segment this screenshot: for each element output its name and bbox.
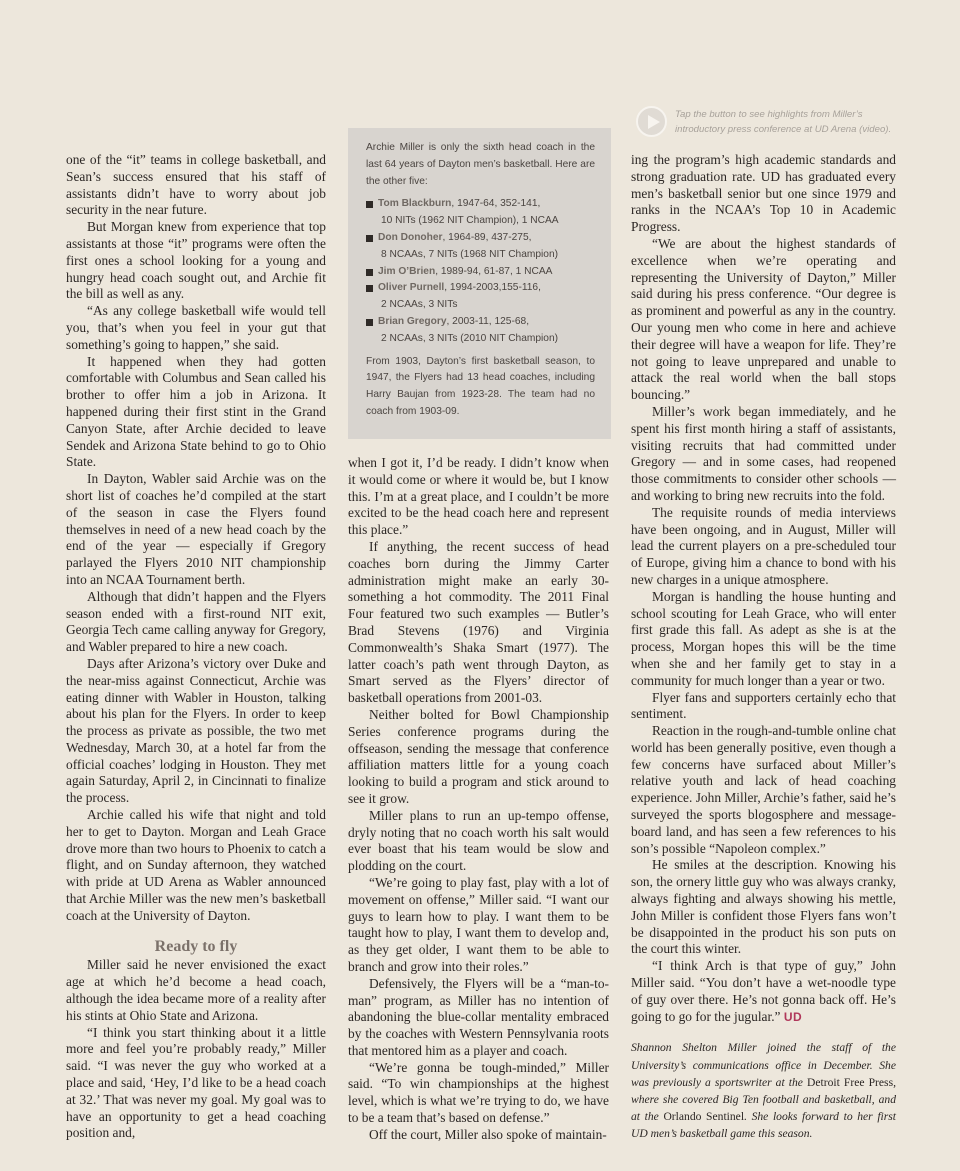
article-column-1 (66, 152, 326, 1142)
coach-record-detail: 2 NCAAs, 3 NITs (2010 NIT Champion) (381, 332, 559, 344)
paragraph: when I got it, I’d be ready. I didn’t know when it would come or where it would be, but I know this. I’m at a great place, and I couldn’t be more excited to be the head coach here and represent this place.” (348, 455, 609, 538)
paragraph: Flyer fans and supporters certainly echo that sentiment. (631, 689, 896, 722)
paragraph: He smiles at the description. Knowing his son, the ornery little guy who was always cranky, always fighting and always showing his mettle, John Miller is confident those Flyers fans won’t be disappointed in the product his son puts on the court this winter. (631, 857, 896, 957)
square-bullet-icon (366, 319, 373, 326)
square-bullet-icon (366, 269, 373, 276)
paragraph: “We are about the highest standards of excellence when we’re operating and representing the University of Dayton,” Miller said during his press conference. “Our degree is as prominent and powerful as any in the country. Our young men who come in here and achieve their degree will have a weapon for life. They’re not going to leave unprepared and unable to attack the real world when the ball stops bouncing.” (631, 235, 896, 403)
paragraph: “As any college basketball wife would tell you, that’s when you feel in your gut that something’s going to happen,” she said. (66, 303, 326, 352)
paragraph: Reaction in the rough-and-tumble online chat world has been generally positive, even though a few concerns have surfaced about Miller’s relative youth and lack of head coaching experience. John Miller, Archie’s father, said he’s surveyed the sports blogosphere and message-board land, and has seen a few references to his son’s possible “Napoleon complex.” (631, 723, 896, 856)
list-item (366, 230, 595, 264)
square-bullet-icon (366, 235, 373, 242)
author-bio (631, 1039, 896, 1142)
bio-text: Shannon Shelton Miller joined the staff of the University’s communications office in December. She was previously a sportswriter at the (631, 1041, 896, 1089)
paragraph: “I think you start thinking about it a little more and feel you’re probably ready,” Miller said. “I was never the guy who worked at a place and said, ‘Hey, I’d like to be a head coach at 32.’ That was never my goal. My goal was to have an opportunity to get a head coaching position and, (66, 1024, 326, 1141)
square-bullet-icon (366, 285, 373, 292)
bio-publication: Orlando Sentinel (663, 1110, 745, 1124)
list-item (366, 196, 595, 230)
list-item (366, 280, 595, 314)
sidebar-intro: Archie Miller is only the sixth head coach in the last 64 years of Dayton men’s basketball. Here are the other five: (366, 142, 595, 187)
paragraph: Archie called his wife that night and told her to get to Dayton. Morgan and Leah Grace drove more than two hours to Phoenix to catch a flight, and on Sunday afternoon, they watched with pride at UD Arena as Wabler announced that Archie Miller was the new men’s basketball coach at the University of Dayton. (66, 807, 326, 923)
paragraph: Morgan is handling the house hunting and school scouting for Leah Grace, who will enter first grade this fall. As adept as she is at the process, Morgan hopes this will be the time when she and her family get to stay in a community for much longer than a year or two. (631, 588, 896, 688)
list-item (366, 264, 595, 281)
paragraph: But Morgan knew from experience that top assistants at those “it” programs were often the first ones a school looking for a young and hungry head coach sought out, and Archie fit the bill as well as any. (66, 219, 326, 302)
paragraph: Neither bolted for Bowl Championship Series conference programs during the offseason, sending the message that conference affiliation matters little for a young coach looking to build a program and stick around to see it grow. (348, 706, 609, 806)
paragraph: ing the program’s high academic standards and strong graduation rate. UD has graduated every men’s basketball senior but one since 1979 and ranks in the NCAA’s Top 10 in Academic Progress. (631, 152, 896, 235)
coach-record-detail: 8 NCAAs, 7 NITs (1968 NIT Champion) (381, 248, 559, 260)
paragraph: “We’re gonna be tough-minded,” Miller said. “To win championships at the highest level, which is what we’re trying to do, we have to be a team that’s based on defense.” (348, 1059, 609, 1126)
sidebar-outro: From 1903, Dayton’s first basketball season, to 1947, the Flyers had 13 head coaches, including Harry Baujan from 1923-28. The team had no coach from 1903-09. (366, 355, 595, 417)
coaches-sidebar (348, 128, 611, 439)
bio-text: . She looks forward to her first UD men’s basketball game this season. (631, 1110, 897, 1141)
paragraph: The requisite rounds of media interviews have been ongoing, and in August, Miller will lead the current players on a pre-scheduled tour of Europe, giving him a chance to bond with his new charges in a unique atmosphere. (631, 504, 896, 587)
section-subhead: Ready to fly (154, 937, 238, 955)
video-caption: Tap the button to see highlights from Miller’s introductory press conference at UD Arena (video). (675, 109, 892, 135)
coach-record: , 1989-94, 61-87, 1 NCAA (435, 265, 553, 277)
paragraph: Off the court, Miller also spoke of maintain- (369, 1126, 607, 1142)
coach-record: , 1947-64, 352-141, (451, 198, 541, 210)
coach-record: , 2003-11, 125-68, (446, 315, 530, 327)
coach-name: Tom Blackburn (378, 198, 452, 210)
coach-name: Jim O’Brien (378, 265, 436, 277)
paragraph: Miller plans to run an up-tempo offense, dryly noting that no coach worth his salt would ever boast that his team would be slow and plodding on the court. (348, 807, 609, 874)
coach-name: Don Donoher (378, 231, 443, 243)
article-column-3 (631, 152, 896, 1143)
coach-record: , 1994-2003,155-116, (444, 282, 541, 294)
ud-end-mark: UD (783, 1009, 803, 1024)
coach-record: , 1964-89, 437-275, (442, 231, 532, 243)
coaches-list (366, 196, 595, 347)
closing-quote: “I think Arch is that type of guy,” John Miller said. “You don’t have a wet-noodle type of guy over there. He’s not gonna back off. He’s going to go for the jugular.” (631, 958, 896, 1024)
play-icon (648, 115, 660, 129)
paragraph (631, 958, 896, 1025)
list-item (366, 314, 595, 348)
bio-text: , where she covered Big Ten football and basketball, and at the (631, 1075, 896, 1124)
paragraph: Miller said he never envisioned the exact age at which he’d become a head coach, although the idea became more of a reality after his stints at Ohio State and Arizona. (66, 957, 326, 1023)
coach-name: Brian Gregory (378, 315, 447, 327)
bio-publication: Detroit Free Press (807, 1075, 894, 1089)
paragraph: If anything, the recent success of head coaches born during the Jimmy Carter administration might make an early 30-something a hot commodity. The 2011 Final Four featured two such examples — Butler’s Brad Stevens (1976) and Virginia Commonwealth’s Shaka Smart (1977). The latter coach’s path went through Dayton, as Smart served as the Flyers’ director of basketball operations from 2001-03. (348, 538, 609, 706)
paragraph: It happened when they had gotten comfortable with Columbus and Sean called his brother to offer him a job in Arizona. It happened during their first stint in the Grand Canyon State, after Archie decided to leave Sendek and Arizona State behind to go to Ohio State. (66, 353, 326, 470)
coach-name: Oliver Purnell (378, 282, 445, 294)
paragraph: Days after Arizona’s victory over Duke and the near-miss against Connecticut, Archie was eating dinner with Wabler in Houston, talking about his plan for the Flyers. In order to keep the process as private as possible, the two met Wednesday, March 30, at a hotel far from the official coaches’ lodging in Houston. They met again Saturday, April 2, in Cincinnati to finalize the process. (66, 655, 326, 806)
paragraph: In Dayton, Wabler said Archie was on the short list of coaches he’d compiled at the start of the season in case the Flyers found themselves in need of a new head coach by the end of the year — especially if Gregory parlayed the Flyers 2010 NIT championship into an NCAA Tournament berth. (66, 471, 326, 587)
paragraph: “We’re going to play fast, play with a lot of movement on offense,” Miller said. “I want our guys to learn how to play. I want them to be taught how to play, I want them to develop and, as they get older, I want them to be able to branch and grow into their roles.” (348, 874, 609, 974)
article-column-2 (348, 455, 609, 1144)
play-video-button[interactable] (636, 106, 667, 137)
paragraph: Miller’s work began immediately, and he spent his first month hiring a staff of assistants, visiting recruits that had committed under Gregory — and in some cases, had reopened those commitments to consider other schools — and working to bring new recruits into the fold. (631, 403, 896, 503)
coach-record-detail: 2 NCAAs, 3 NITs (381, 299, 458, 311)
paragraph: Although that didn’t happen and the Flyers season ended with a first-round NIT exit, Georgia Tech came calling anyway for Gregory, and Wabler prepared to hire a new coach. (66, 588, 326, 655)
square-bullet-icon (366, 201, 373, 208)
paragraph: Defensively, the Flyers will be a “man-to-man” program, as Miller has no intention of abandoning the blue-collar mentality embraced by the coaches with Western Pennsylvania roots that mentored him as a player and coach. (348, 975, 609, 1058)
coach-record-detail: 10 NITs (1962 NIT Champion), 1 NCAA (381, 215, 559, 227)
paragraph: one of the “it” teams in college basketball, and Sean’s success ensured that his staff of assistants didn’t have to worry about job security in the near future. (66, 152, 326, 218)
